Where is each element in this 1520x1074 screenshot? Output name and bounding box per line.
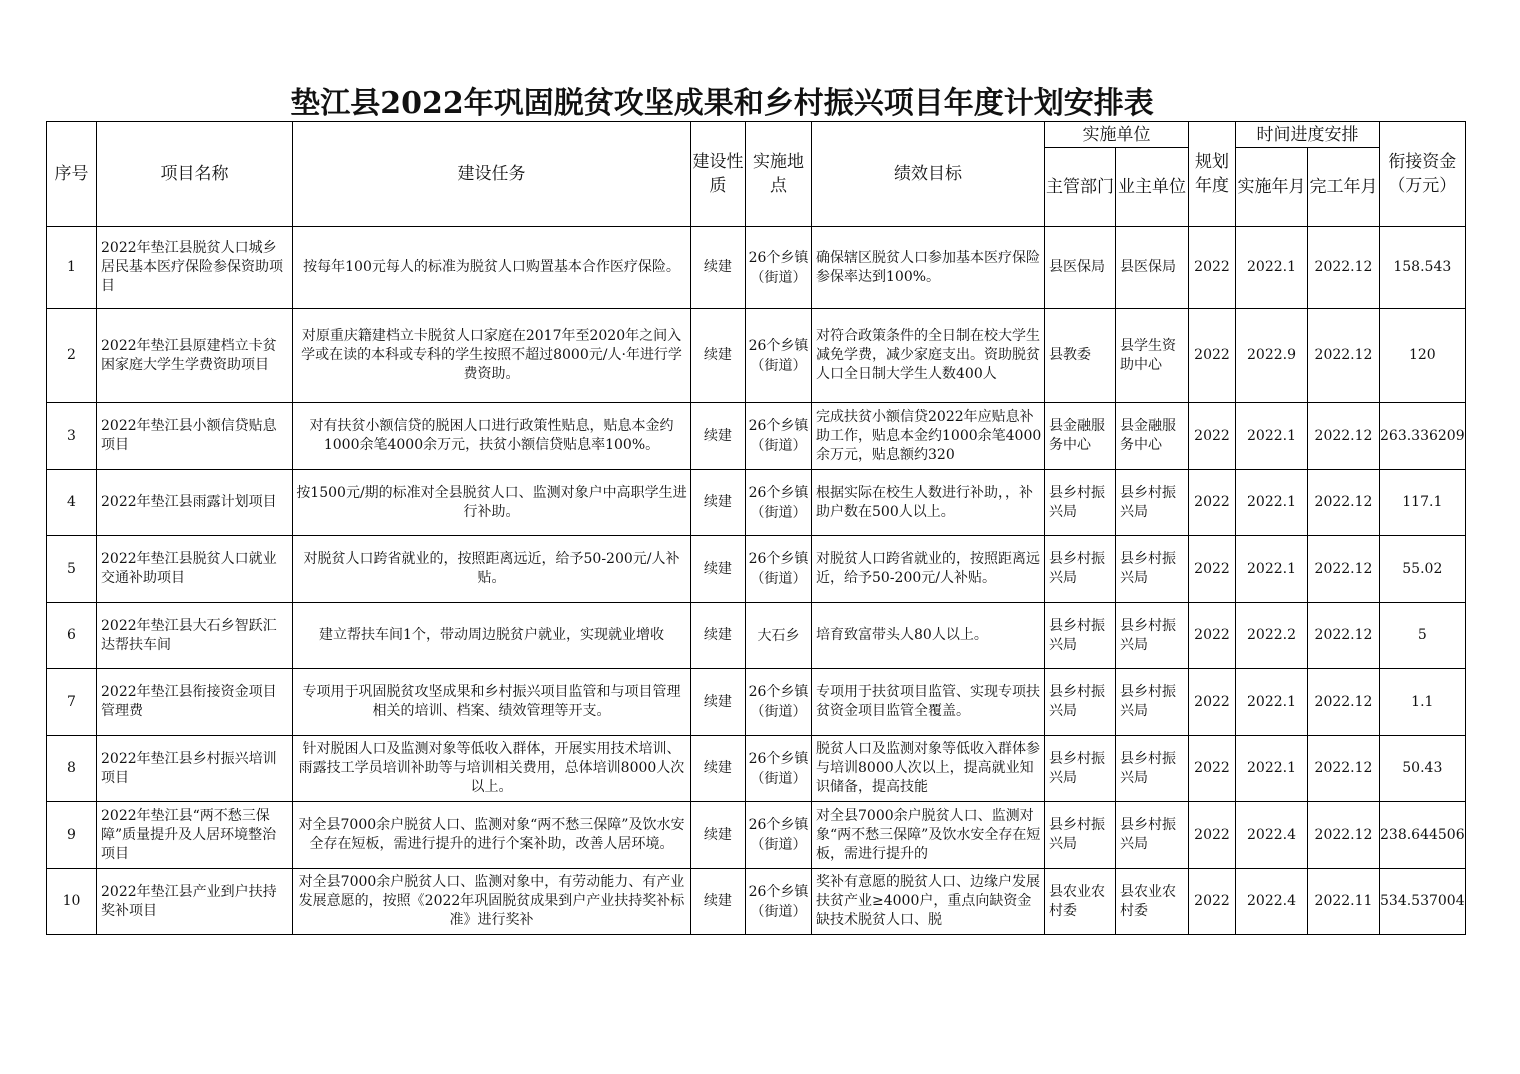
header-performance-goal: 绩效目标: [812, 122, 1045, 227]
cell-dept: 县农业农村委: [1045, 869, 1116, 935]
cell-performance-goal: [812, 227, 1045, 309]
cell-plan-year: 2022: [1189, 603, 1236, 669]
cell-plan-year: 2022: [1189, 403, 1236, 470]
page-title: 垫江县2022年巩固脱贫攻坚成果和乡村振兴项目年度计划安排表: [290, 86, 1154, 121]
cell-owner: 县乡村振兴局: [1116, 536, 1189, 603]
cell-seq: 6: [47, 603, 97, 669]
cell-fund: 263.336209: [1380, 403, 1466, 470]
cell-site: 26个乡镇（街道）: [746, 309, 812, 403]
cell-construction-task: 按1500元/期的标准对全县脱贫人口、监测对象户中高职学生进行补助。: [293, 470, 691, 536]
project-plan-table: [46, 121, 1466, 935]
table-row: [47, 802, 1466, 869]
cell-seq: 4: [47, 470, 97, 536]
cell-construction-task: 建立帮扶车间1个，带动周边脱贫户就业，实现就业增收: [293, 603, 691, 669]
cell-seq: 2: [47, 309, 97, 403]
cell-performance-goal: [812, 736, 1045, 802]
cell-project-name: 2022年垫江县乡村振兴培训项目: [97, 736, 293, 802]
cell-project-name: 2022年垫江县雨露计划项目: [97, 470, 293, 536]
cell-end: 2022.12: [1308, 736, 1380, 802]
cell-nature: 续建: [691, 470, 746, 536]
cell-dept: 县乡村振兴局: [1045, 603, 1116, 669]
cell-performance-goal-text: 脱贫人口及监测对象等低收入群体参与培训8000人次以上，提高就业知识储备，提高技能: [816, 741, 1040, 795]
cell-end: 2022.12: [1308, 403, 1380, 470]
cell-project-name: 2022年垫江县脱贫人口就业交通补助项目: [97, 536, 293, 603]
cell-nature: 续建: [691, 403, 746, 470]
table-body: [47, 227, 1466, 935]
cell-seq: 1: [47, 227, 97, 309]
cell-dept: 县乡村振兴局: [1045, 736, 1116, 802]
cell-project-name: 2022年垫江县脱贫人口城乡居民基本医疗保险参保资助项目: [97, 227, 293, 309]
cell-plan-year: 2022: [1189, 669, 1236, 736]
cell-plan-year: 2022: [1189, 309, 1236, 403]
cell-project-name: 2022年垫江县产业到户扶持奖补项目: [97, 869, 293, 935]
header-end: 完工年月: [1308, 148, 1380, 227]
cell-owner: 县乡村振兴局: [1116, 470, 1189, 536]
cell-performance-goal: [812, 669, 1045, 736]
cell-construction-task: 对有扶贫小额信贷的脱困人口进行政策性贴息，贴息本金约1000余笔4000余万元，扶贫小额信贷贴息率100%。: [293, 403, 691, 470]
cell-fund: 1.1: [1380, 669, 1466, 736]
cell-site: 26个乡镇（街道）: [746, 669, 812, 736]
cell-performance-goal-text: 根据实际在校生人数进行补助，，补助户数在500人以上。: [816, 484, 1033, 520]
cell-performance-goal-text: 专项用于扶贫项目监管、实现专项扶贫资金项目监管全覆盖。: [816, 684, 1040, 719]
cell-owner: 县医保局: [1116, 227, 1189, 309]
cell-owner: 县乡村振兴局: [1116, 603, 1189, 669]
cell-performance-goal-text: 对脱贫人口跨省就业的，按照距离远近，给予50-200元/人补贴。: [816, 551, 1040, 586]
cell-performance-goal: [812, 603, 1045, 669]
cell-dept: 县乡村振兴局: [1045, 536, 1116, 603]
cell-performance-goal-text: 完成扶贫小额信贷2022年应贴息补助工作，贴息本金约1000余笔4000余万元，贴息额约320: [816, 408, 1042, 463]
cell-performance-goal-text: 培育致富带头人80人以上。: [816, 627, 988, 643]
cell-construction-task: 专项用于巩固脱贫攻坚成果和乡村振兴项目监管和与项目管理相关的培训、档案、绩效管理等开支。: [293, 669, 691, 736]
cell-fund: 55.02: [1380, 536, 1466, 603]
cell-end: 2022.12: [1308, 227, 1380, 309]
cell-dept: 县教委: [1045, 309, 1116, 403]
header-fund: 衔接资金（万元）: [1380, 122, 1466, 227]
cell-performance-goal: [812, 869, 1045, 935]
cell-start: 2022.1: [1236, 403, 1308, 470]
cell-start: 2022.9: [1236, 309, 1308, 403]
header-owner: 业主单位: [1116, 148, 1189, 227]
cell-owner: 县学生资助中心: [1116, 309, 1189, 403]
cell-performance-goal: [812, 403, 1045, 470]
cell-owner: 县乡村振兴局: [1116, 802, 1189, 869]
cell-start: 2022.1: [1236, 736, 1308, 802]
cell-dept: 县乡村振兴局: [1045, 802, 1116, 869]
cell-owner: 县金融服务中心: [1116, 403, 1189, 470]
cell-project-name: 2022年垫江县衔接资金项目管理费: [97, 669, 293, 736]
header-construction-nature: 建设性质: [691, 122, 746, 227]
cell-seq: 3: [47, 403, 97, 470]
cell-fund: 117.1: [1380, 470, 1466, 536]
cell-project-name: 2022年垫江县小额信贷贴息项目: [97, 403, 293, 470]
table-row: [47, 603, 1466, 669]
cell-construction-task: 对全县7000余户脱贫人口、监测对象中，有劳动能力、有产业发展意愿的，按照《2022年巩固脱贫成果到户产业扶持奖补标准》进行奖补: [293, 869, 691, 935]
cell-fund: 238.644506: [1380, 802, 1466, 869]
cell-seq: 9: [47, 802, 97, 869]
cell-plan-year: 2022: [1189, 536, 1236, 603]
cell-nature: 续建: [691, 603, 746, 669]
cell-fund: 50.43: [1380, 736, 1466, 802]
cell-plan-year: 2022: [1189, 227, 1236, 309]
cell-plan-year: 2022: [1189, 869, 1236, 935]
cell-site: 26个乡镇（街道）: [746, 470, 812, 536]
cell-dept: 县医保局: [1045, 227, 1116, 309]
cell-site: 大石乡: [746, 603, 812, 669]
cell-nature: 续建: [691, 869, 746, 935]
cell-performance-goal-text: 确保辖区脱贫人口参加基本医疗保险参保率达到100%。: [816, 249, 1040, 285]
cell-end: 2022.12: [1308, 536, 1380, 603]
cell-end: 2022.12: [1308, 603, 1380, 669]
header-site: 实施地点: [746, 122, 812, 227]
header-seq: 序号: [47, 122, 97, 227]
cell-site: 26个乡镇（街道）: [746, 536, 812, 603]
cell-end: 2022.12: [1308, 470, 1380, 536]
cell-site: 26个乡镇（街道）: [746, 403, 812, 470]
header-schedule: 时间进度安排: [1236, 122, 1380, 148]
cell-performance-goal: [812, 470, 1045, 536]
cell-owner: 县农业农村委: [1116, 869, 1189, 935]
cell-plan-year: 2022: [1189, 470, 1236, 536]
cell-site: 26个乡镇（街道）: [746, 227, 812, 309]
cell-nature: 续建: [691, 802, 746, 869]
cell-dept: 县乡村振兴局: [1045, 669, 1116, 736]
cell-plan-year: 2022: [1189, 736, 1236, 802]
cell-construction-task: 对原重庆籍建档立卡脱贫人口家庭在2017年至2020年之间入学或在读的本科或专科的学生按照不超过8000元/人·年进行学费资助。: [293, 309, 691, 403]
table-row: [47, 403, 1466, 470]
header-implementing-unit: 实施单位: [1045, 122, 1189, 148]
table-row: [47, 736, 1466, 802]
cell-project-name: 2022年垫江县“两不愁三保障”质量提升及人居环境整治项目: [97, 802, 293, 869]
cell-end: 2022.12: [1308, 669, 1380, 736]
cell-seq: 8: [47, 736, 97, 802]
cell-start: 2022.4: [1236, 802, 1308, 869]
cell-nature: 续建: [691, 669, 746, 736]
cell-start: 2022.4: [1236, 869, 1308, 935]
header-dept: 主管部门: [1045, 148, 1116, 227]
cell-project-name: 2022年垫江县原建档立卡贫困家庭大学生学费资助项目: [97, 309, 293, 403]
cell-end: 2022.12: [1308, 309, 1380, 403]
table-row: [47, 669, 1466, 736]
table-row: [47, 470, 1466, 536]
cell-owner: 县乡村振兴局: [1116, 669, 1189, 736]
cell-seq: 5: [47, 536, 97, 603]
cell-start: 2022.2: [1236, 603, 1308, 669]
cell-nature: 续建: [691, 736, 746, 802]
cell-fund: 120: [1380, 309, 1466, 403]
header-construction-task: 建设任务: [293, 122, 691, 227]
table-row: [47, 869, 1466, 935]
cell-performance-goal: [812, 802, 1045, 869]
cell-owner: 县乡村振兴局: [1116, 736, 1189, 802]
cell-start: 2022.1: [1236, 669, 1308, 736]
cell-site: 26个乡镇（街道）: [746, 802, 812, 869]
cell-construction-task: 针对脱困人口及监测对象等低收入群体，开展实用技术培训、雨露技工学员培训补助等与培训相关费用，总体培训8000人次以上。: [293, 736, 691, 802]
cell-performance-goal-text: 对全县7000余户脱贫人口、监测对象“两不愁三保障”及饮水安全存在短板，需进行提升的: [816, 807, 1041, 862]
header-project-name: 项目名称: [97, 122, 293, 227]
cell-construction-task: 对脱贫人口跨省就业的，按照距离远近，给予50-200元/人补贴。: [293, 536, 691, 603]
table-row: [47, 227, 1466, 309]
cell-nature: 续建: [691, 536, 746, 603]
cell-construction-task: 对全县7000余户脱贫人口、监测对象“两不愁三保障”及饮水安全存在短板，需进行提升的进行个案补助，改善人居环境。: [293, 802, 691, 869]
cell-performance-goal: [812, 309, 1045, 403]
table-row: [47, 309, 1466, 403]
cell-fund: 158.543: [1380, 227, 1466, 309]
cell-dept: 县乡村振兴局: [1045, 470, 1116, 536]
cell-nature: 续建: [691, 309, 746, 403]
cell-site: 26个乡镇（街道）: [746, 736, 812, 802]
cell-plan-year: 2022: [1189, 802, 1236, 869]
cell-fund: 534.537004: [1380, 869, 1466, 935]
header-start: 实施年月: [1236, 148, 1308, 227]
cell-performance-goal-text: 对符合政策条件的全日制在校大学生减免学费，减少家庭支出。资助脱贫人口全日制大学生人数400人: [816, 328, 1040, 382]
table-row: [47, 536, 1466, 603]
cell-dept: 县金融服务中心: [1045, 403, 1116, 470]
cell-start: 2022.1: [1236, 227, 1308, 309]
cell-performance-goal-text: 奖补有意愿的脱贫人口、边缘户发展扶贫产业≥4000户，重点向缺资金缺技术脱贫人口、脱: [816, 874, 1040, 928]
cell-performance-goal: [812, 536, 1045, 603]
cell-nature: 续建: [691, 227, 746, 309]
cell-seq: 10: [47, 869, 97, 935]
cell-seq: 7: [47, 669, 97, 736]
cell-end: 2022.11: [1308, 869, 1380, 935]
header-plan-year: 规划年度: [1189, 122, 1236, 227]
cell-construction-task: 按每年100元每人的标准为脱贫人口购置基本合作医疗保险。: [293, 227, 691, 309]
cell-start: 2022.1: [1236, 536, 1308, 603]
cell-fund: 5: [1380, 603, 1466, 669]
cell-project-name: 2022年垫江县大石乡智跃汇达帮扶车间: [97, 603, 293, 669]
cell-start: 2022.1: [1236, 470, 1308, 536]
cell-end: 2022.12: [1308, 802, 1380, 869]
cell-site: 26个乡镇（街道）: [746, 869, 812, 935]
